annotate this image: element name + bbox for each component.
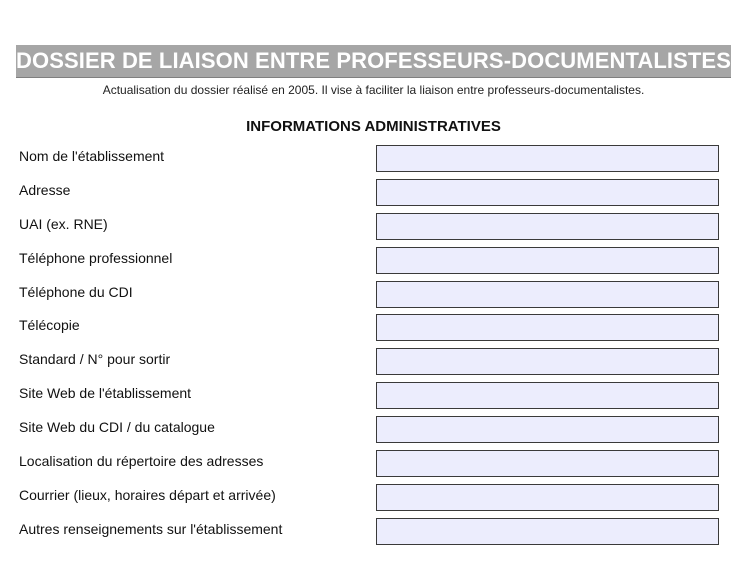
localisation-repertoire-field[interactable]: [376, 450, 719, 477]
field-label: Téléphone du CDI: [19, 283, 133, 300]
telephone-professionnel-field[interactable]: [376, 247, 719, 274]
form-row-nom-etablissement: [0, 145, 743, 179]
field-label: Courrier (lieux, horaires départ et arrivée): [19, 486, 276, 503]
field-label: Téléphone professionnel: [19, 249, 173, 266]
section-heading: INFORMATIONS ADMINISTRATIVES: [246, 118, 501, 135]
document-title-bar: [16, 45, 731, 78]
form-row-telephone-cdi: [0, 281, 743, 315]
form-row-site-web-cdi: [0, 416, 743, 450]
telecopie-field[interactable]: [376, 314, 719, 341]
form-row-uai: [0, 213, 743, 247]
field-label: Localisation du répertoire des adresses: [19, 453, 264, 470]
site-web-cdi-field[interactable]: [376, 416, 719, 443]
form-row-telecopie: [0, 314, 743, 348]
document-subtitle: Actualisation du dossier réalisé en 2005. Il vise à faciliter la liaison entre professeurs-documentalistes.: [102, 83, 645, 97]
telephone-cdi-field[interactable]: [376, 281, 719, 308]
field-label: Télécopie: [19, 317, 80, 334]
form-row-autres-renseignements: [0, 518, 743, 552]
form-row-courrier: [0, 484, 743, 518]
field-label: Standard / N° pour sortir: [19, 351, 171, 368]
form-row-localisation-repertoire: [0, 450, 743, 484]
field-label: Autres renseignements sur l'établissement: [19, 520, 283, 537]
uai-field[interactable]: [376, 213, 719, 240]
autres-renseignements-field[interactable]: [376, 518, 719, 545]
nom-etablissement-field[interactable]: [376, 145, 719, 172]
field-label: Nom de l'établissement: [19, 148, 165, 164]
adresse-field[interactable]: [376, 179, 719, 206]
field-label: Adresse: [19, 181, 71, 198]
document-title: DOSSIER DE LIAISON ENTRE PROFESSEURS-DOCUMENTALISTES: [16, 48, 731, 73]
courrier-field[interactable]: [376, 484, 719, 511]
form-row-telephone-professionnel: [0, 247, 743, 281]
form-row-standard: [0, 348, 743, 382]
standard-field[interactable]: [376, 348, 719, 375]
field-label: Site Web du CDI / du catalogue: [19, 419, 215, 436]
administrative-info-form: [0, 145, 743, 552]
form-row-site-web-etablissement: [0, 382, 743, 416]
field-label: UAI (ex. RNE): [19, 215, 108, 232]
form-row-adresse: [0, 179, 743, 213]
site-web-etablissement-field[interactable]: [376, 382, 719, 409]
field-label: Site Web de l'établissement: [19, 385, 192, 402]
